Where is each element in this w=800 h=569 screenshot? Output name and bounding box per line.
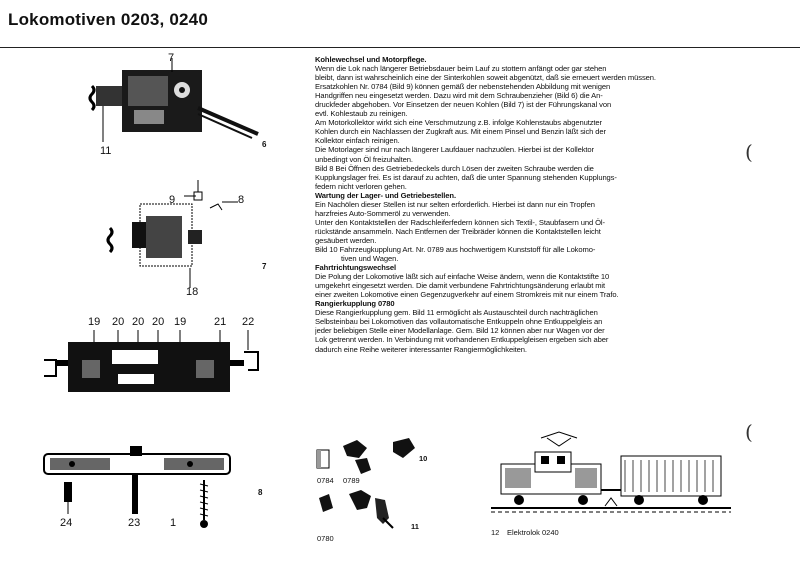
- figure-number-12: 12: [491, 528, 500, 537]
- callout-20: 20: [112, 316, 125, 328]
- figure-number-6: 6: [262, 140, 267, 149]
- text-line: evtl. Kohlestaub zu reinigen.: [315, 109, 408, 119]
- callout-22: 22: [242, 316, 255, 328]
- parts-figure: [315, 430, 445, 550]
- text-line: druckfeder abgehoben. Vor Einsetzen der neuen Kohlen (Bild 7) ist der Führungskanal von: [315, 100, 612, 110]
- text-line: dadurch eine Reihe weiterer interessanter Rangiermöglichkeiten.: [315, 344, 527, 354]
- text-line: Handgriffen neu eingesetzt werden. Dazu wird mit dem Schraubenzieher (Bild 6) die An-: [315, 91, 603, 101]
- text-line: Kupplungslager frei. Es ist darauf zu achten, daß die unter Spannung stehenden Kupplungs-: [315, 172, 617, 182]
- callout-20: 20: [152, 316, 165, 328]
- text-line: harzfreies Auto-Sommeröl zu verwenden.: [315, 208, 451, 218]
- figure-number-10: 10: [419, 454, 428, 463]
- callout-23: 23: [128, 517, 141, 529]
- text-line: Unter den Kontaktstellen der Radschleiferfedern können sich Textil-, Staubfasern und Öl-: [315, 217, 605, 227]
- figure-number-8: 8: [258, 488, 263, 497]
- callout-7: 7: [168, 52, 175, 64]
- figure-column: [0, 48, 310, 569]
- callout-11: 11: [100, 145, 112, 157]
- callout-21: 21: [214, 316, 227, 328]
- text-line: umgekehrt eingesetzt werden. Die damit verbundene Fahrtrichtungsänderung erlaubt mit: [315, 281, 606, 291]
- locomotive-caption: Elektrolok 0240: [507, 528, 559, 537]
- callout-24: 24: [60, 517, 73, 529]
- text-line: Ein Nachölen dieser Stellen ist nur selten erforderlich. Hierbei ist dann nur ein Tropfen: [315, 199, 595, 209]
- page-title: Lokomotiven 0203, 0240: [8, 10, 208, 29]
- part-label-0784: 0784: [317, 476, 334, 485]
- text-line: unbedingt von Öl freizuhalten.: [315, 154, 413, 164]
- section-heading: Fahrtrichtungswechsel: [315, 263, 397, 273]
- figure-number-7: 7: [262, 262, 267, 271]
- bottom-plate-figure: [0, 440, 310, 560]
- electric-locomotive-figure: [491, 430, 731, 540]
- text-line: rückstände ansammeln. Nach Entfernen der Treibräder können die Kontaktstellen leicht: [315, 226, 601, 236]
- text-line: jeder beliebigen Stelle einer Modellanlage. Gem. Bild 12 können aber nur Wagen vor der: [315, 326, 605, 336]
- instructions-text: [315, 55, 727, 354]
- text-line: bleibt, dann ist wahrscheinlich eine der Sinterkohlen soweit abgenützt, daß sie erneuert werden müssen.: [315, 73, 656, 83]
- text-line: Am Motorkollektor wirkt sich eine Verschmutzung z.B. infolge Kohlenstaubs abgenutzter: [315, 118, 602, 128]
- text-line: Kohlen durch ein Nachlassen der Zugkraft aus. Mit einem Pinsel und Benzin läßt sich der: [315, 127, 606, 137]
- section-heading: Rangierkupplung 0780: [315, 299, 395, 309]
- text-line: einer zweiten Lokomotive einen Gegenzugverkehr auf einem Stromkreis mit nur einem Trafo.: [315, 290, 619, 300]
- callout-9: 9: [169, 194, 176, 206]
- callout-19: 19: [88, 316, 101, 328]
- callout-8: 8: [238, 194, 245, 206]
- text-line: Bild 8 Bei Öffnen des Getriebedeckels durch Lösen der zweiten Schraube werden die: [315, 163, 594, 173]
- figure-number-11: 11: [411, 522, 419, 531]
- margin-bracket-mark: (: [745, 140, 753, 164]
- text-line: Ersatzkohlen Nr. 0784 (Bild 9) können gemäß der nebenstehenden Abbildung mit wenigen: [315, 82, 611, 92]
- callout-1: 1: [170, 517, 177, 529]
- section-heading: Wartung der Lager- und Getriebestellen.: [315, 190, 456, 200]
- text-line: Lok getrennt werden. In Verbindung mit vorhandenen Entkuppelgleisen ergeben sich aber: [315, 335, 609, 345]
- margin-bracket-mark: (: [745, 420, 753, 444]
- text-line: Die Motorlager sind nur nach längerer Laufdauer nachzuölen. Hierbei ist der Kollektor: [315, 145, 594, 155]
- text-line: Diese Rangierkupplung gem. Bild 11 ermöglicht als Austauschteil durch nachträglichen: [315, 308, 598, 318]
- parts-and-loco-figures: [315, 430, 735, 560]
- text-line: Die Polung der Lokomotive läßt sich auf einfache Weise ändern, wenn die Kontaktstifte 10: [315, 272, 610, 282]
- text-line: federn nicht verloren gehen.: [315, 181, 407, 191]
- part-label-0780: 0780: [317, 534, 334, 543]
- part-label-0789: 0789: [343, 476, 360, 485]
- section-heading: Kohlewechsel und Motorpflege.: [315, 55, 427, 64]
- text-line: gesäubert werden.: [315, 235, 377, 245]
- callout-19: 19: [174, 316, 187, 328]
- chassis-top-view-figure: [0, 330, 310, 400]
- text-line: Wenn die Lok nach längerer Betriebsdauer beim Lauf zu stottern anfängt oder gar stehen: [315, 64, 607, 74]
- text-line: Bild 10 Fahrzeugkupplung Art. Nr. 0789 aus hochwertigem Kunststoff für alle Lokomo-: [315, 244, 596, 254]
- text-line: Selbsteinbau bei Lokomotiven das vollautomatische Entkuppeln ohne Entkuppelgleis an: [315, 317, 603, 327]
- text-line: Kollektor einfach reinigen.: [315, 136, 400, 146]
- callout-18: 18: [186, 286, 199, 298]
- callout-20: 20: [132, 316, 145, 328]
- brush-holder-figure: [0, 188, 310, 308]
- text-line: tiven und Wagen.: [341, 254, 399, 264]
